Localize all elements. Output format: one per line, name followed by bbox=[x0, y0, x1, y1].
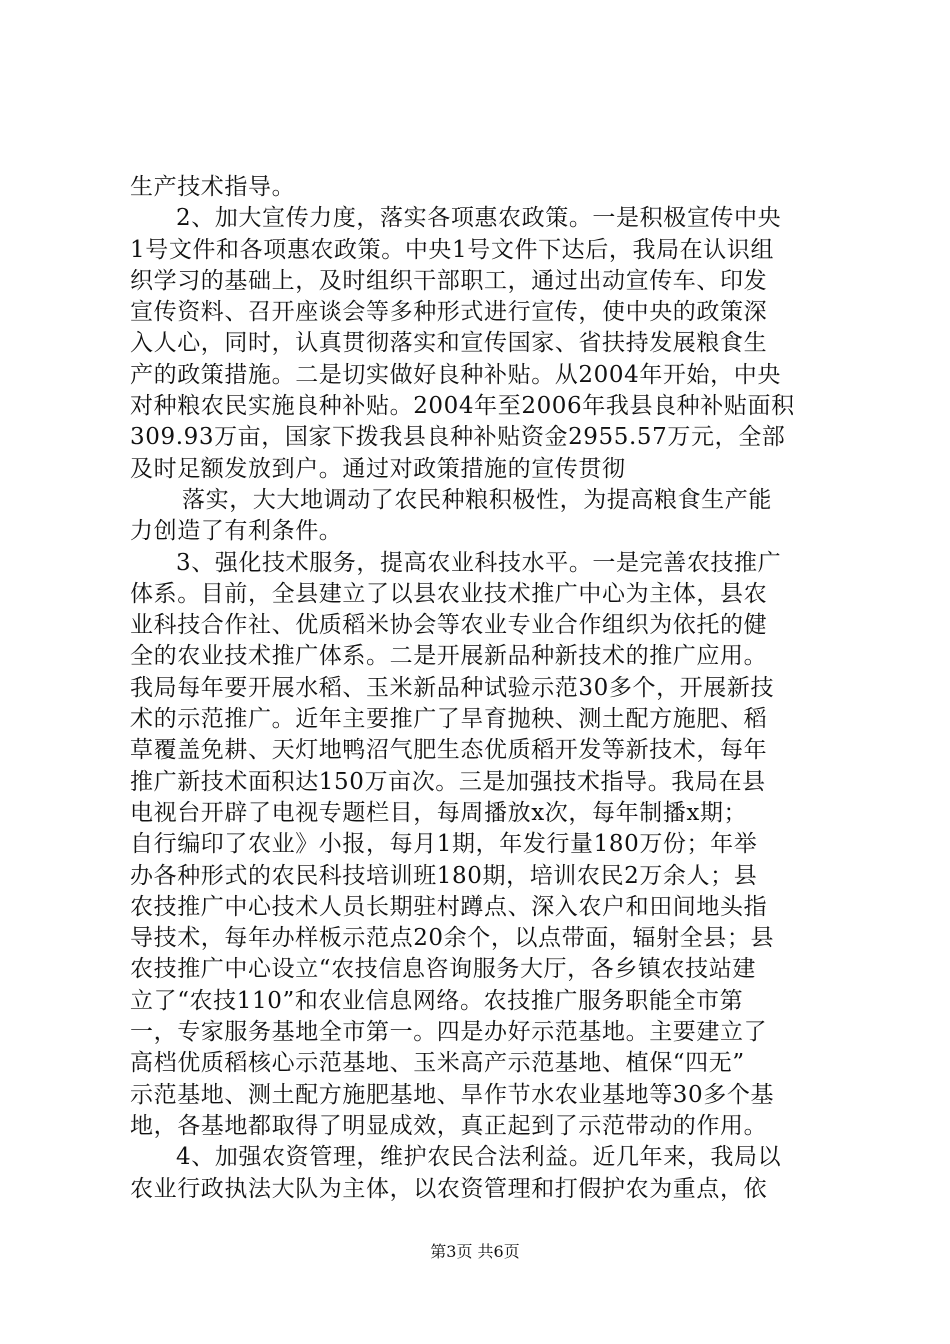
text-line: 我局每年要开展水稻、玉米新品种试验示范30多个，开展新技 bbox=[130, 674, 775, 701]
text-line: 农技推广中心技术人员长期驻村蹲点、深入农户和田间地头指 bbox=[130, 893, 768, 920]
page-footer: 第3页 共6页 bbox=[430, 1242, 520, 1261]
text-line: 宣传资料、召开座谈会等多种形式进行宣传，使中央的政策深 bbox=[130, 299, 768, 326]
text-line: 推广新技术面积达150万亩次。三是加强技术指导。我局在县 bbox=[130, 768, 766, 795]
text-line: 地，各基地都取得了明显成效，真正起到了示范带动的作用。 bbox=[130, 1112, 768, 1139]
document-body bbox=[130, 172, 830, 1205]
text-line: 导技术，每年办样板示范点20余个，以点带面，辐射全县；县 bbox=[130, 925, 775, 952]
text-line: 对种粮农民实施良种补贴。2004年至2006年我县良种补贴面积 bbox=[130, 393, 795, 420]
text-line: 309.93万亩，国家下拨我县良种补贴资金2955.57万元，全部 bbox=[130, 424, 786, 451]
text-line: 全的农业技术推广体系。二是开展新品种新技术的推广应用。 bbox=[130, 643, 768, 670]
text-line: 草覆盖免耕、天灯地鸭沼气肥生态优质稻开发等新技术，每年 bbox=[130, 737, 768, 764]
text-line: 农技推广中心设立“农技信息咨询服务大厅，各乡镇农技站建 bbox=[130, 956, 756, 983]
text-line: 一，专家服务基地全市第一。四是办好示范基地。主要建立了 bbox=[130, 1019, 768, 1046]
text-line: 高档优质稻核心示范基地、玉米高产示范基地、植保“四无” bbox=[130, 1050, 745, 1077]
text-line: 自行编印了农业》小报，每月1期，年发行量180万份；年举 bbox=[130, 831, 758, 858]
text-line: 农业行政执法大队为主体，以农资管理和打假护农为重点，依 bbox=[130, 1175, 768, 1202]
text-line: 1号文件和各项惠农政策。中央1号文件下达后，我局在认识组 bbox=[130, 236, 775, 263]
text-line: 示范基地、测土配方施肥基地、旱作节水农业基地等30多个基 bbox=[130, 1081, 775, 1108]
text-line: 落实，大大地调动了农民种粮积极性，为提高粮食生产能 bbox=[182, 486, 772, 513]
text-line: 生产技术指导。 bbox=[130, 174, 296, 200]
text-line: 业科技合作社、优质稻米协会等农业专业合作组织为依托的健 bbox=[130, 612, 768, 639]
text-line: 3、强化技术服务，提高农业科技水平。一是完善农技推广 bbox=[176, 549, 782, 576]
text-line: 及时足额发放到户。通过对政策措施的宣传贯彻 bbox=[130, 455, 626, 482]
text-line: 织学习的基础上，及时组织干部职工，通过出动宣传车、印发 bbox=[130, 267, 768, 294]
text-line: 立了“农技110”和农业信息网络。农技推广服务职能全市第 bbox=[130, 987, 744, 1014]
text-line: 电视台开辟了电视专题栏目，每周播放x次，每年制播x期； bbox=[130, 799, 748, 826]
text-line: 术的示范推广。近年主要推广了旱育抛秧、测土配方施肥、稻 bbox=[130, 706, 768, 733]
text-line: 2、加大宣传力度，落实各项惠农政策。一是积极宣传中央 bbox=[176, 205, 782, 232]
text-line: 办各种形式的农民科技培训班180期，培训农民2万余人；县 bbox=[130, 862, 758, 889]
text-line: 入人心，同时，认真贯彻落实和宣传国家、省扶持发展粮食生 bbox=[130, 330, 768, 357]
text-line: 产的政策措施。二是切实做好良种补贴。从2004年开始，中央 bbox=[130, 361, 781, 388]
text-line: 4、加强农资管理，维护农民合法利益。近几年来，我局以 bbox=[176, 1144, 782, 1171]
text-line: 力创造了有利条件。 bbox=[130, 518, 343, 545]
text-line: 体系。目前，全县建立了以县农业技术推广中心为主体，县农 bbox=[130, 580, 768, 607]
